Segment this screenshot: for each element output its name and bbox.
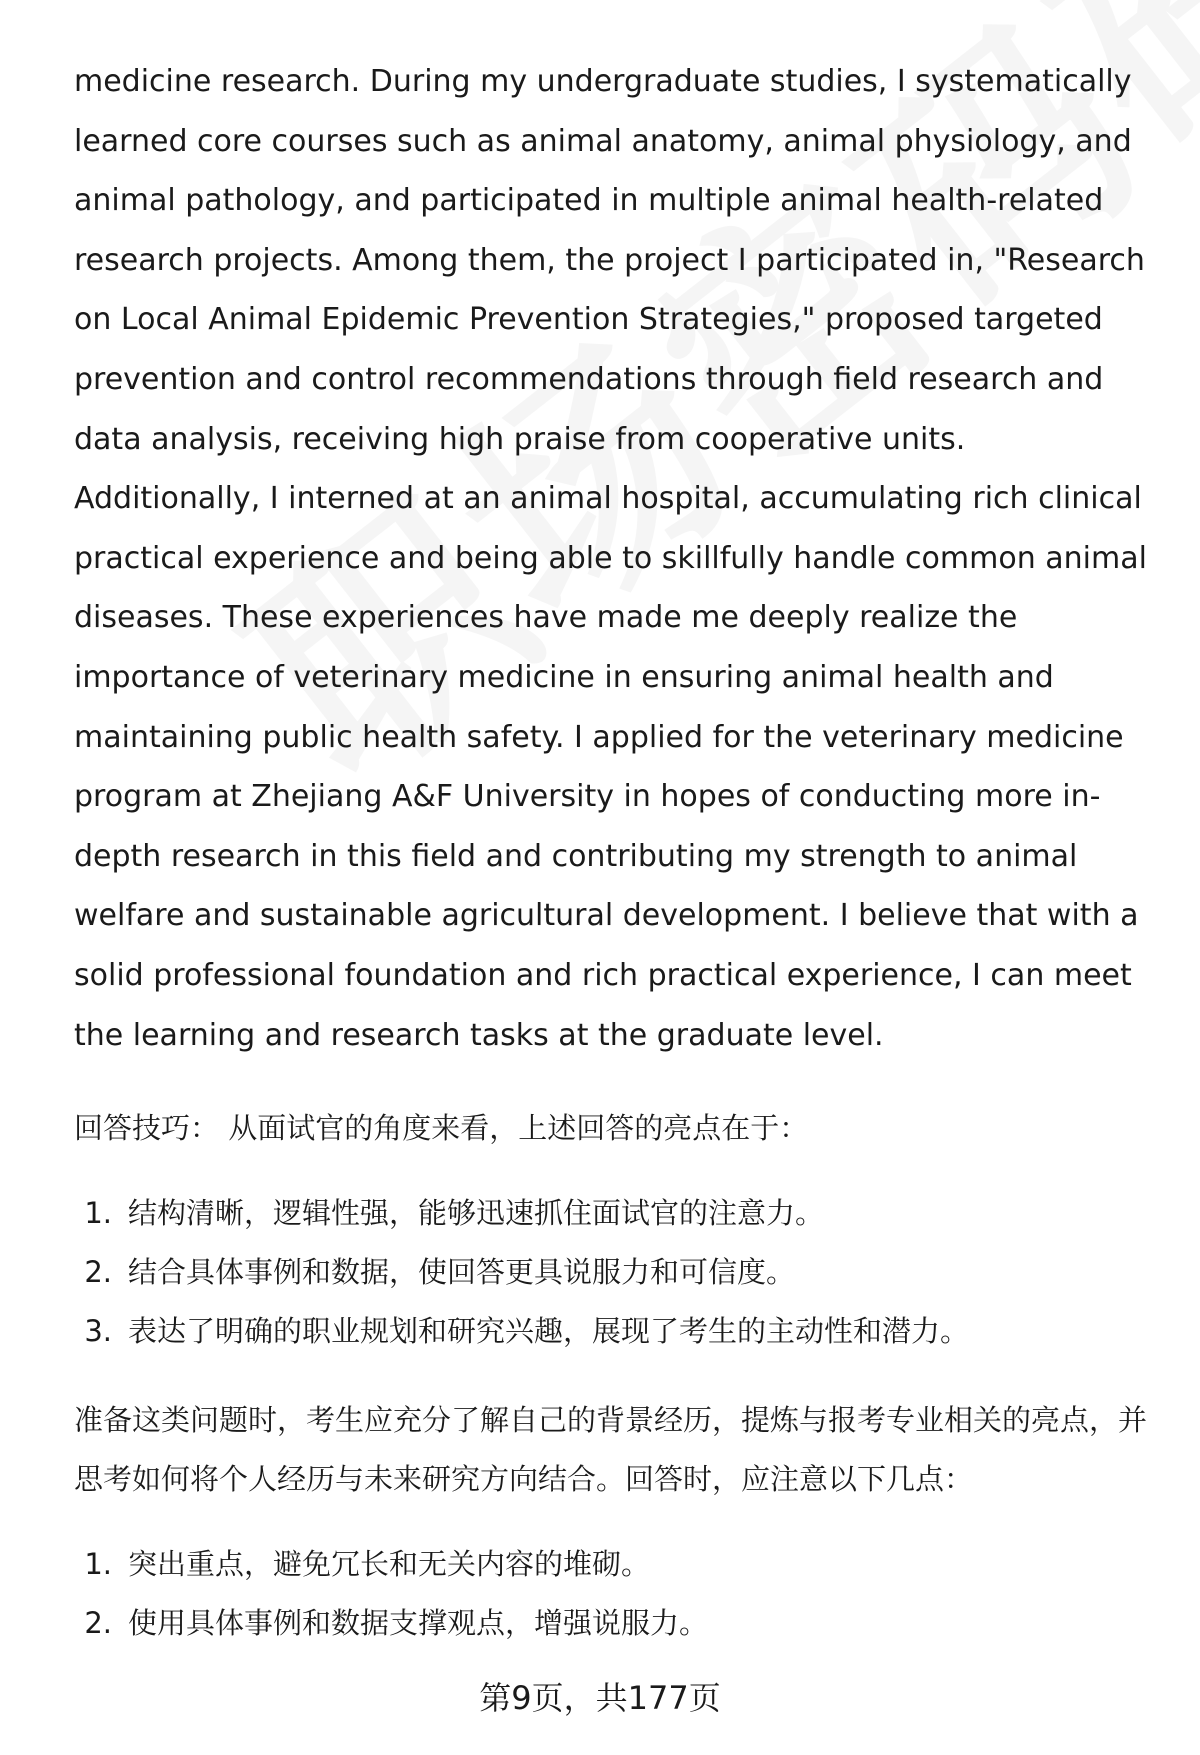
list-item-text: 使用具体事例和数据支撑观点，增强说服力。 xyxy=(128,1606,709,1641)
list-item xyxy=(74,1184,1154,1243)
list-item-number: 1. xyxy=(84,1196,112,1231)
list-item xyxy=(74,1594,1154,1653)
list-item-number: 2. xyxy=(84,1606,112,1641)
list-item xyxy=(74,1302,1154,1361)
list-item-number: 3. xyxy=(84,1314,112,1349)
list-item-text: 结构清晰，逻辑性强，能够迅速抓住面试官的注意力。 xyxy=(128,1196,825,1231)
list-item-number: 1. xyxy=(84,1547,112,1582)
prep-list xyxy=(74,1535,1154,1653)
list-item-text: 突出重点，避免冗长和无关内容的堆砌。 xyxy=(128,1547,651,1582)
list-item-text: 结合具体事例和数据，使回答更具说服力和可信度。 xyxy=(128,1255,796,1290)
tips-lead: 回答技巧： 从面试官的角度来看，上述回答的亮点在于： xyxy=(74,1111,809,1146)
list-item-text: 表达了明确的职业规划和研究兴趣，展现了考生的主动性和潜力。 xyxy=(128,1314,970,1349)
page-content xyxy=(74,52,1154,1653)
answer-paragraph: medicine research. During my undergraduate studies, I systematically learned core courses such as animal anatomy, animal physiology, and animal pathology, and participated in multiple animal health-related research projects. Among them, the project I participated in, "Research on Local Animal Epidemic Prevention Strategies," proposed targeted prevention and control recommendations through field research and data analysis, receiving high praise from cooperative units. Additionally, I interned at an animal hospital, accumulating rich clinical practical experience and being able to skillfully handle common animal diseases. These experiences have made me deeply realize the importance of veterinary medicine in ensuring animal health and maintaining public health safety. I applied for the veterinary medicine program at Zhejiang A&F University in hopes of conducting more in-depth research in this field and contributing my strength to animal welfare and sustainable agricultural development. I believe that with a solid professional foundation and rich practical experience, I can meet the learning and research tasks at the graduate level. xyxy=(74,64,1147,1053)
prep-paragraph: 准备这类问题时，考生应充分了解自己的背景经历，提炼与报考专业相关的亮点，并思考如何将个人经历与未来研究方向结合。回答时，应注意以下几点： xyxy=(74,1403,1148,1497)
list-item-number: 2. xyxy=(84,1255,112,1290)
tips-list xyxy=(74,1184,1154,1361)
list-item xyxy=(74,1243,1154,1302)
page-number: 第9页，共177页 xyxy=(479,1679,721,1717)
list-item xyxy=(74,1535,1154,1594)
